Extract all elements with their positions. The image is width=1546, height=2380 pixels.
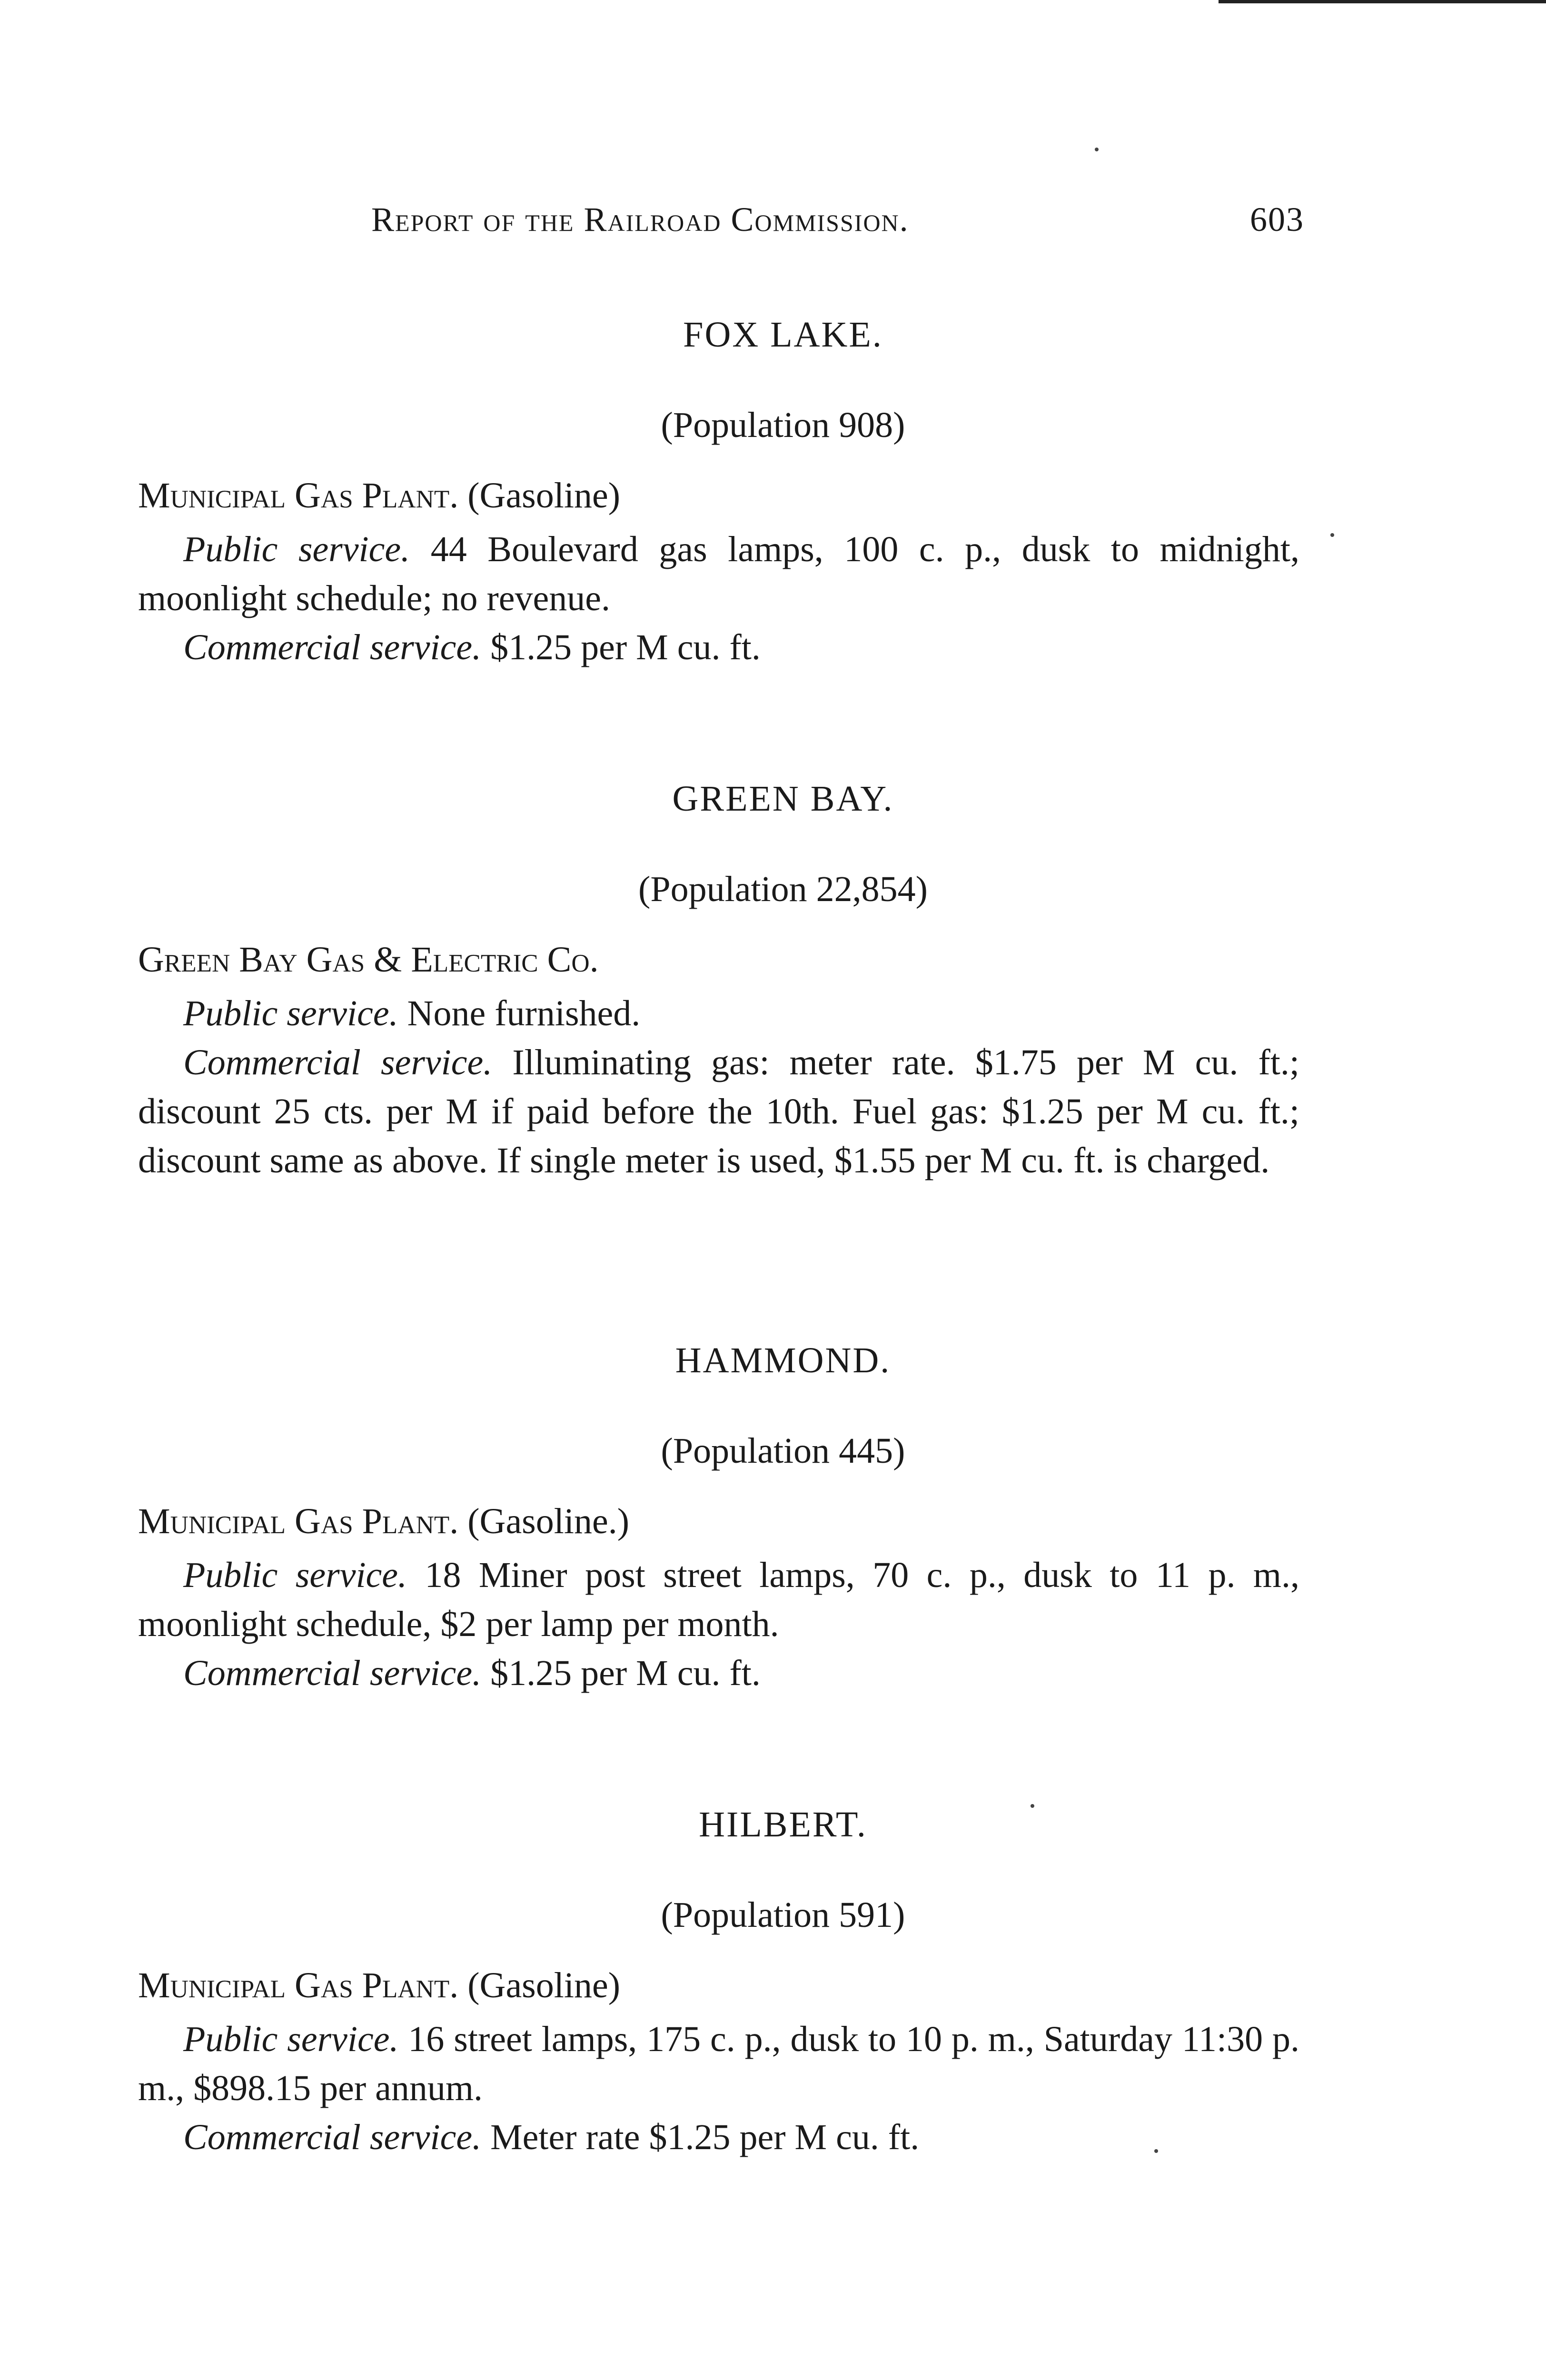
company-note: (Gasoline): [467, 476, 621, 516]
company-note: (Gasoline.): [467, 1501, 630, 1541]
commercial-service-label: Commercial service.: [183, 1653, 482, 1693]
public-service-label: Public service.: [183, 1555, 407, 1595]
top-edge-rule: [1219, 0, 1546, 3]
commercial-service-label: Commercial service.: [183, 1042, 493, 1082]
scan-speck: [1095, 148, 1099, 151]
commercial-service-text: Meter rate $1.25 per M cu. ft.: [490, 2117, 920, 2157]
running-header-title: Report of the Railroad Commission.: [371, 200, 909, 238]
public-service-paragraph: [138, 2015, 1299, 2113]
section-green-bay: [138, 778, 1299, 1185]
population-line: (Population 445): [661, 1431, 905, 1471]
company-name: [138, 1501, 1299, 1551]
public-service-label: Public service.: [183, 529, 410, 569]
company-name-text: Municipal Gas Plant.: [138, 1965, 459, 2005]
company-name: [138, 1965, 1299, 2015]
commercial-service-paragraph: [138, 1649, 1299, 1698]
company-name-text: Municipal Gas Plant.: [138, 476, 459, 516]
public-service-paragraph: [138, 989, 1299, 1038]
scan-speck: [1330, 533, 1334, 537]
company-name: [138, 475, 1299, 525]
section-hilbert: [138, 1804, 1299, 2162]
public-service-text: 18 Miner post street lamps, 70 c. p., dusk to 11 p. m., moonlight schedule, $2 per lamp per month.: [138, 1555, 1300, 1644]
public-service-label: Public service.: [183, 2019, 399, 2059]
commercial-service-paragraph: [138, 2113, 1299, 2162]
town-heading: FOX LAKE.: [683, 315, 883, 355]
company-name-text: Municipal Gas Plant.: [138, 1501, 459, 1541]
commercial-service-text: $1.25 per M cu. ft.: [490, 1653, 761, 1693]
public-service-paragraph: [138, 525, 1299, 623]
section-fox-lake: [138, 314, 1299, 672]
running-header: [371, 200, 1304, 248]
page-number: 603: [1250, 200, 1304, 238]
town-heading: HILBERT.: [699, 1805, 867, 1844]
company-note: (Gasoline): [467, 1965, 621, 2005]
commercial-service-paragraph: [138, 623, 1299, 672]
population-line: (Population 22,854): [638, 869, 928, 909]
company-name-text: Green Bay Gas & Electric Co.: [138, 940, 599, 980]
company-name: [138, 939, 1299, 989]
commercial-service-label: Commercial service.: [183, 627, 482, 667]
commercial-service-label: Commercial service.: [183, 2117, 482, 2157]
public-service-text: 44 Boulevard gas lamps, 100 c. p., dusk to midnight, moonlight schedule; no revenue.: [138, 529, 1300, 618]
commercial-service-text: Illuminating gas: meter rate. $1.75 per M cu. ft.; discount 25 cts. per M if paid before the 10th. Fuel gas: $1.25 per M cu. ft.; discount same as above. If single meter is used, $1.55 per M cu. ft. is charged.: [138, 1042, 1300, 1180]
commercial-service-text: $1.25 per M cu. ft.: [490, 627, 761, 667]
commercial-service-paragraph: [138, 1038, 1299, 1185]
scan-speck: [1031, 1804, 1034, 1808]
public-service-text: 16 street lamps, 175 c. p., dusk to 10 p. m., Saturday 11:30 p. m., $898.15 per annum.: [138, 2019, 1300, 2108]
population-line: (Population 908): [661, 405, 905, 445]
town-heading: HAMMOND.: [675, 1340, 891, 1380]
scan-speck: [1154, 2149, 1158, 2153]
public-service-label: Public service.: [183, 993, 398, 1033]
section-hammond: [138, 1340, 1299, 1698]
public-service-paragraph: [138, 1551, 1299, 1649]
population-line: (Population 591): [661, 1895, 905, 1935]
town-heading: GREEN BAY.: [672, 779, 894, 819]
public-service-text: None furnished.: [407, 993, 641, 1033]
